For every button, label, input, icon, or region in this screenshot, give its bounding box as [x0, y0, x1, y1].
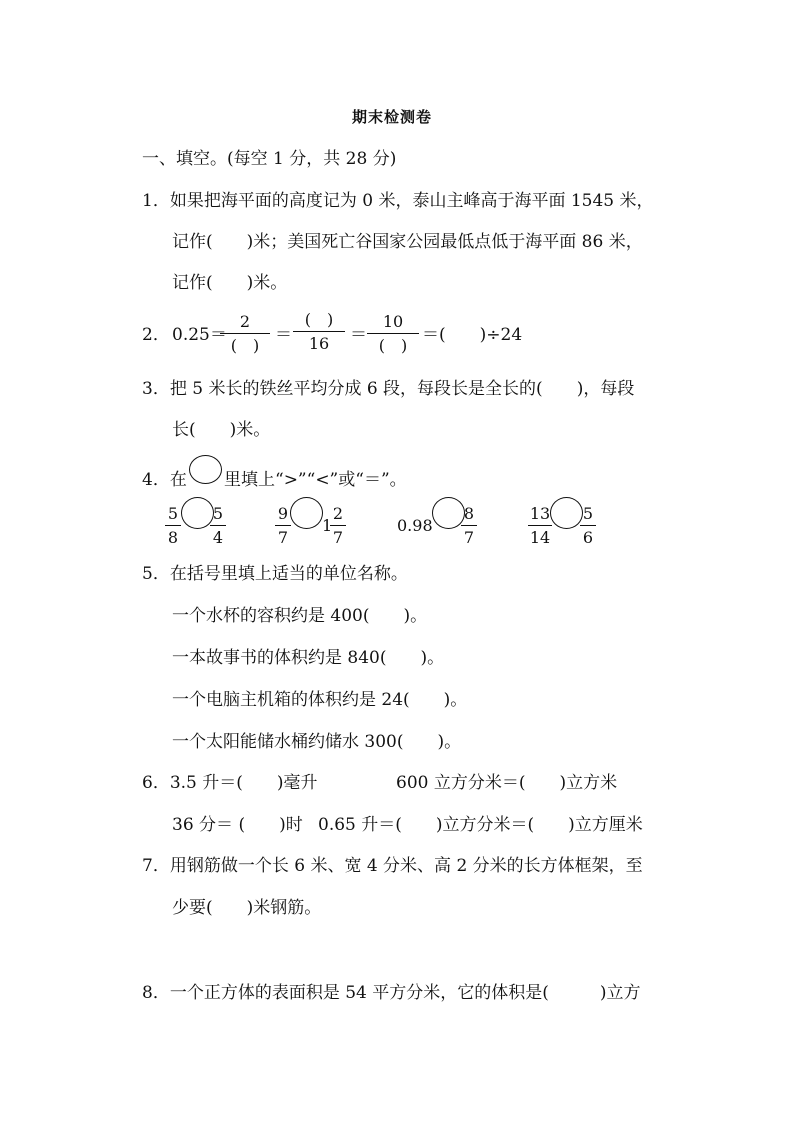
question-6-part-a: 6．3.5 升＝( )毫升: [142, 773, 318, 793]
question-2-end: ＝( )÷24: [422, 325, 523, 345]
question-2-start: 0.25＝: [172, 325, 227, 345]
question-3-line-2: 长( )米。: [172, 420, 271, 440]
q4-item-2-left-fraction: [275, 506, 291, 546]
section-heading: 一、填空。(每空 1 分，共 28 分): [142, 149, 397, 169]
question-8-line-1: 8．一个正方体的表面积是 54 平方分米，它的体积是( )立方: [142, 983, 641, 1003]
question-6-part-d: 0.65 升＝( )立方分米＝( )立方厘米: [318, 815, 643, 835]
question-4-suffix: 里填上“>”“<”或“＝”。: [224, 470, 407, 490]
q4-item-4-right-fraction: [580, 506, 596, 546]
question-5-line-3: 一个电脑主机箱的体积约是 24( )。: [172, 690, 468, 710]
fraction-numerator: 10: [382, 312, 404, 331]
question-6-part-c: 36 分＝ ( )时: [172, 815, 303, 835]
question-3-line-1: 3．把 5 米长的铁丝平均分成 6 段，每段长是全长的( )，每段: [142, 379, 635, 399]
q4-item-1-left-fraction: [165, 506, 181, 546]
fraction-numerator: ( ): [304, 310, 334, 329]
fraction-denominator: 4: [212, 528, 224, 547]
fraction-denominator: 16: [308, 334, 330, 353]
fraction-numerator: 5: [167, 504, 179, 523]
question-7-line-2: 少要( )米钢筋。: [172, 898, 322, 918]
comparison-circle-icon: [189, 455, 222, 484]
question-1-line-1: 1．如果把海平面的高度记为 0 米，泰山主峰高于海平面 1545 米，: [142, 191, 654, 211]
question-1-line-2: 记作( )米；美国死亡谷国家公园最低点低于海平面 86 米，: [172, 232, 643, 252]
question-2-equals-2: ＝: [350, 325, 367, 345]
fraction-denominator: 6: [582, 528, 594, 547]
fraction-numerator: 13: [529, 504, 551, 523]
fraction-denominator: 7: [277, 528, 289, 547]
q4-item-4-left-fraction: [528, 506, 552, 546]
fraction-denominator: 7: [463, 528, 475, 547]
question-1-line-3: 记作( )米。: [172, 273, 288, 293]
page-title: 期末检测卷: [352, 108, 433, 126]
fraction-numerator: 5: [212, 504, 224, 523]
question-2-fraction-2: [293, 312, 345, 352]
fraction-numerator: 2: [239, 312, 251, 331]
question-5-line-4: 一个太阳能储水桶约储水 300( )。: [172, 732, 462, 752]
fraction-denominator: ( ): [378, 336, 408, 355]
q4-item-2-right-fraction: [330, 506, 346, 546]
fraction-numerator: 2: [332, 504, 344, 523]
question-5-title: 5．在括号里填上适当的单位名称。: [142, 564, 408, 584]
q4-item-2-whole-number: 1: [322, 516, 333, 535]
question-6-part-b: 600 立方分米＝( )立方米: [396, 773, 618, 793]
question-4-prefix: 4．在: [142, 470, 187, 490]
fraction-denominator: 7: [332, 528, 344, 547]
q4-item-4-answer-circle[interactable]: [550, 497, 583, 529]
fraction-denominator: 8: [167, 528, 179, 547]
fraction-numerator: 5: [582, 504, 594, 523]
fraction-denominator: ( ): [230, 336, 260, 355]
question-2-equals-1: ＝: [275, 325, 292, 345]
question-7-line-1: 7．用钢筋做一个长 6 米、宽 4 分米、高 2 分米的长方体框架，至: [142, 856, 643, 876]
question-5-line-1: 一个水杯的容积约是 400( )。: [172, 606, 428, 626]
q4-item-1-right-fraction: [210, 506, 226, 546]
fraction-denominator: 14: [529, 528, 551, 547]
question-5-line-2: 一本故事书的体积约是 840( )。: [172, 648, 445, 668]
fraction-numerator: 9: [277, 504, 289, 523]
q4-item-3-decimal: 0.98: [397, 516, 433, 535]
q4-item-2-answer-circle[interactable]: [290, 497, 323, 529]
fraction-numerator: 8: [463, 504, 475, 523]
question-2-fraction-3: [367, 314, 419, 354]
question-2-fraction-1: [220, 314, 270, 354]
question-2-number: 2．: [142, 325, 170, 345]
q4-item-3-right-fraction: [461, 506, 477, 546]
